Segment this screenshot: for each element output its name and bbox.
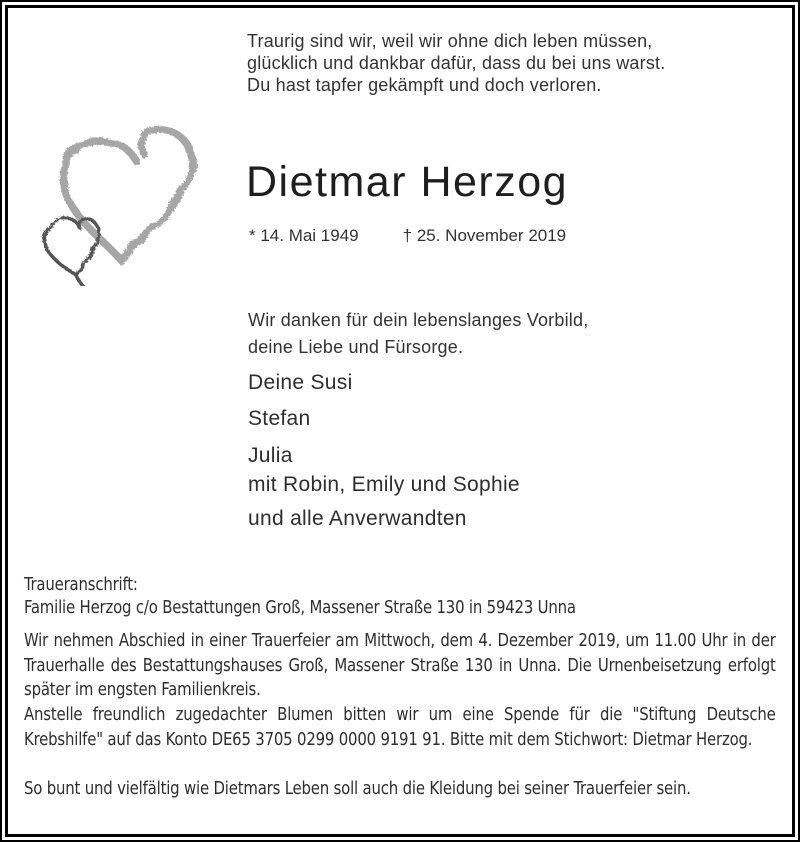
mourners-list [248,370,520,531]
verse-line: Traurig sind wir, weil wir ohne dich leben müssen, [247,31,653,51]
mourner-name: Deine Susi [248,371,353,394]
funeral-info-paragraph: Wir nehmen Abschied in einer Trauerfeier am Mittwoch, dem 4. Dezember 2019, um 11.00 Uhr in der Trauerhalle des Bestattungshauses Groß, Massener Straße 130 in Unna. Die Urnenbeisetzung erfolgt später im engsten Familienkreis. [24,630,776,700]
opening-verse [247,30,665,96]
clothing-info-paragraph: So bunt und vielfältig wie Dietmars Leben soll auch die Kleidung bei seiner Trauerfeier sein. [24,778,691,799]
verse-line: glücklich und dankbar dafür, dass du bei uns warst. [247,53,666,73]
death-date: † 25. November 2019 [402,226,567,245]
mourning-address: Familie Herzog c/o Bestattungen Groß, Massener Straße 130 in 59423 Unna [24,597,576,618]
deceased-name: Dietmar Herzog [246,158,569,206]
life-dates [249,226,566,246]
mourner-name: und alle Anverwandten [248,507,467,530]
tribute-text [248,307,588,361]
donation-info-paragraph: Anstelle freundlich zugedachter Blumen bitten wir um eine Spende für die "Stiftung Deutsche Krebshilfe" auf das Konto DE65 3705 0299 0000 9191 91. Bitte mit dem Stichwort: Dietmar Herzog. [24,704,776,750]
mourner-name: Julia [248,444,293,467]
mourning-address-block [24,573,776,619]
hearts-icon [34,116,214,286]
tribute-line: deine Liebe und Fürsorge. [248,337,464,357]
verse-line: Du hast tapfer gekämpft und doch verloren. [247,75,602,95]
mourner-name: Stefan [248,407,311,430]
mourning-address-label: Traueranschrift: [24,574,138,595]
tribute-line: Wir danken für dein lebenslanges Vorbild, [248,310,589,330]
birth-date: * 14. Mai 1949 [249,226,359,245]
large-heart-outline [64,129,192,260]
mourner-name: mit Robin, Emily und Sophie [248,473,520,496]
